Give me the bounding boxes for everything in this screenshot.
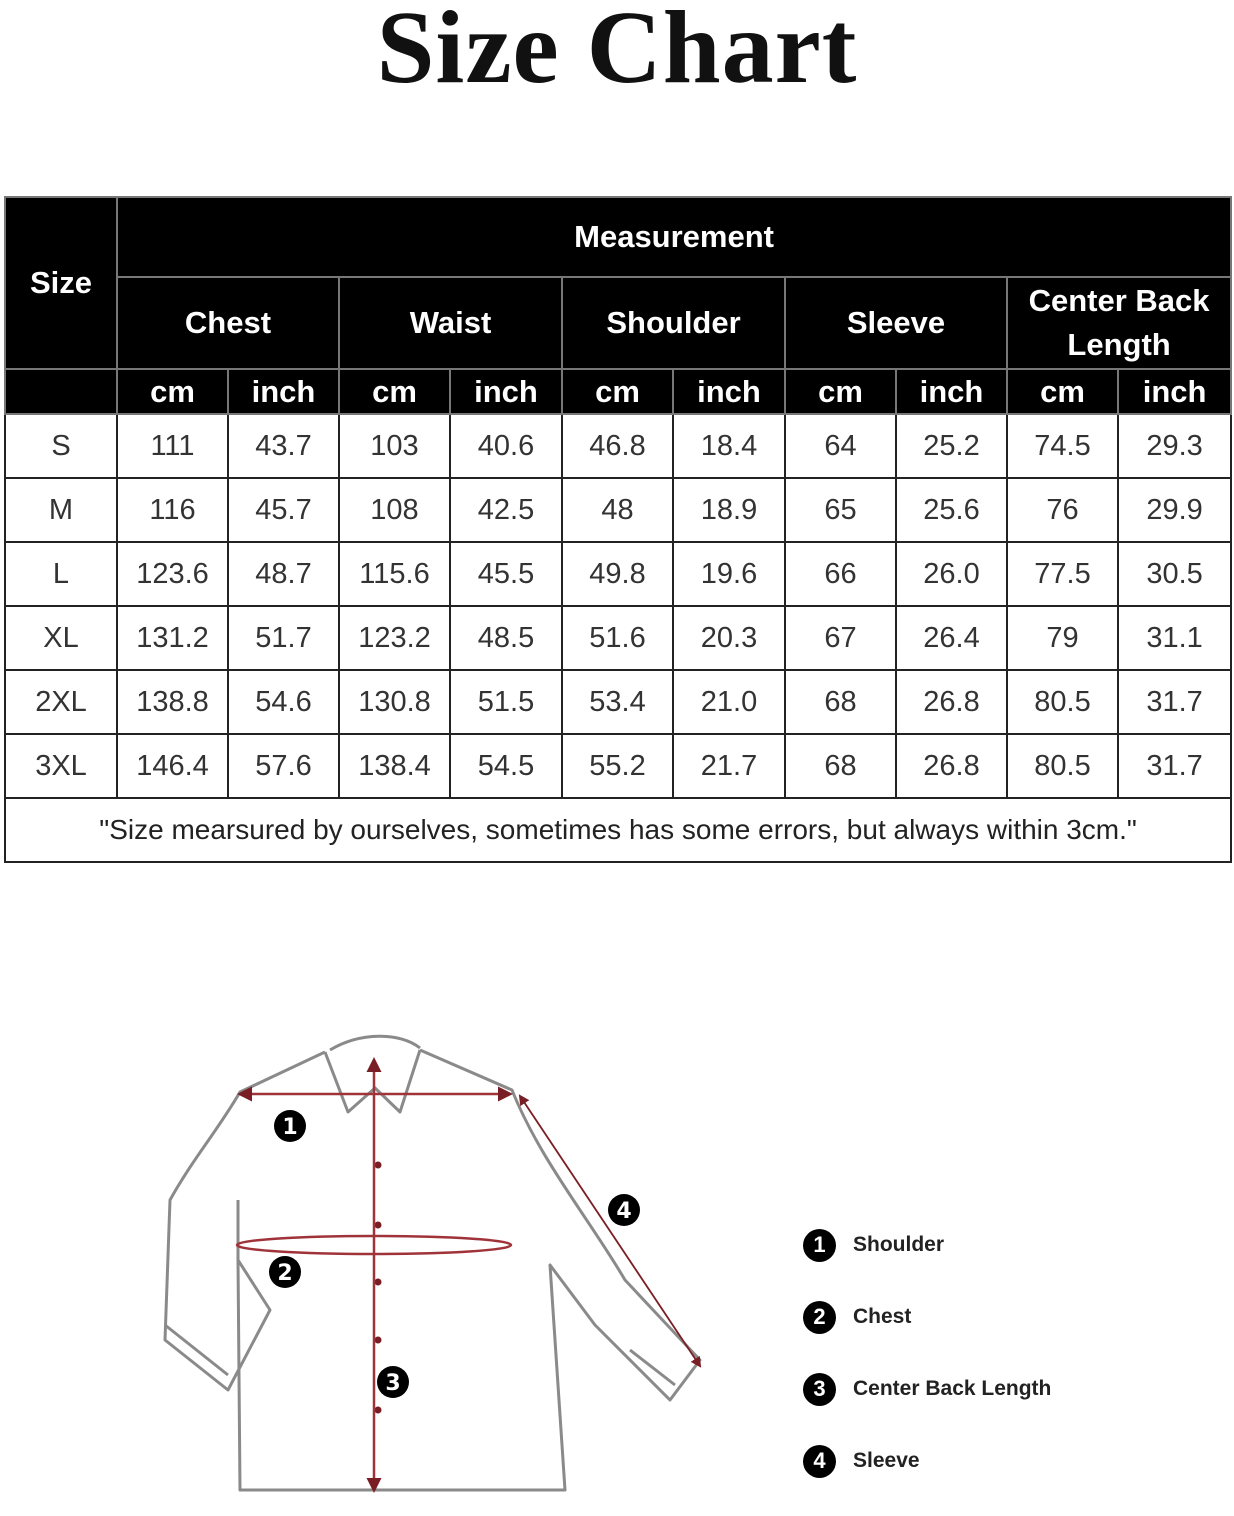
- size-label-cell: 3XL: [5, 734, 117, 798]
- measurement-cell: 80.5: [1007, 734, 1118, 798]
- number-4-icon: 4: [803, 1445, 836, 1478]
- table-row: [5, 734, 1231, 798]
- table-row: [5, 542, 1231, 606]
- measurement-cell: 65: [785, 478, 896, 542]
- size-note: "Size mearsured by ourselves, sometimes has some errors, but always within 3cm.": [5, 798, 1231, 862]
- table-row: [5, 670, 1231, 734]
- svg-text:2: 2: [277, 1261, 293, 1286]
- measurement-cell: 25.2: [896, 414, 1007, 478]
- measurement-cell: 48.7: [228, 542, 339, 606]
- measurement-cell: 40.6: [450, 414, 562, 478]
- size-label-cell: XL: [5, 606, 117, 670]
- table-row: [5, 606, 1231, 670]
- shirt-measurement-diagram: [160, 1020, 720, 1498]
- measurement-cell: 46.8: [562, 414, 673, 478]
- measurement-legend: [803, 1228, 1051, 1516]
- unit-header: cm: [562, 369, 673, 414]
- measurement-cell: 68: [785, 734, 896, 798]
- measurement-cell: 26.4: [896, 606, 1007, 670]
- measurement-cell: 66: [785, 542, 896, 606]
- legend-item-center-back-length: [803, 1372, 1051, 1406]
- table-row: [5, 414, 1231, 478]
- number-1-icon: 1: [803, 1229, 836, 1262]
- marker-4: [608, 1194, 640, 1226]
- measurement-cell: 29.3: [1118, 414, 1231, 478]
- measurement-cell: 54.6: [228, 670, 339, 734]
- measurement-cell: 55.2: [562, 734, 673, 798]
- unit-header: cm: [785, 369, 896, 414]
- measurement-header: Measurement: [117, 197, 1231, 277]
- group-header-center-back-length: Center Back Length: [1007, 277, 1231, 369]
- unit-header: inch: [228, 369, 339, 414]
- measurement-cell: 68: [785, 670, 896, 734]
- measurement-cell: 123.2: [339, 606, 450, 670]
- measurement-cell: 76: [1007, 478, 1118, 542]
- shirt-outline-icon: [165, 1036, 700, 1490]
- measurement-cell: 26.0: [896, 542, 1007, 606]
- size-column-header: Size: [5, 197, 117, 369]
- group-header-waist: Waist: [339, 277, 562, 369]
- measurement-lines: [237, 1060, 700, 1490]
- measurement-cell: 29.9: [1118, 478, 1231, 542]
- page-title: Size Chart: [376, 0, 858, 105]
- unit-header: inch: [896, 369, 1007, 414]
- measurement-cell: 45.7: [228, 478, 339, 542]
- measurement-cell: 51.5: [450, 670, 562, 734]
- measurement-cell: 115.6: [339, 542, 450, 606]
- unit-header: cm: [117, 369, 228, 414]
- marker-1: [274, 1110, 306, 1142]
- legend-label: Shoulder: [853, 1233, 945, 1256]
- legend-item-sleeve: [803, 1444, 1051, 1478]
- legend-label: Chest: [853, 1305, 912, 1328]
- measurement-cell: 53.4: [562, 670, 673, 734]
- svg-text:1: 1: [282, 1115, 298, 1140]
- marker-3: [377, 1366, 409, 1398]
- size-header-spacer: [5, 369, 117, 414]
- unit-header: inch: [673, 369, 785, 414]
- measurement-cell: 26.8: [896, 670, 1007, 734]
- number-2-icon: 2: [803, 1301, 836, 1334]
- measurement-cell: 146.4: [117, 734, 228, 798]
- group-header-sleeve: Sleeve: [785, 277, 1007, 369]
- measurement-cell: 26.8: [896, 734, 1007, 798]
- measurement-cell: 48.5: [450, 606, 562, 670]
- measurement-cell: 111: [117, 414, 228, 478]
- measurement-cell: 123.6: [117, 542, 228, 606]
- table-header: [5, 197, 1231, 414]
- measurement-cell: 130.8: [339, 670, 450, 734]
- legend-label: Center Back Length: [853, 1377, 1052, 1400]
- measurement-cell: 31.7: [1118, 670, 1231, 734]
- unit-header: cm: [339, 369, 450, 414]
- measurement-cell: 80.5: [1007, 670, 1118, 734]
- size-label-cell: M: [5, 478, 117, 542]
- legend-label: Sleeve: [853, 1449, 920, 1472]
- measurement-cell: 21.0: [673, 670, 785, 734]
- measurement-cell: 74.5: [1007, 414, 1118, 478]
- legend-item-shoulder: [803, 1228, 1051, 1262]
- measurement-cell: 42.5: [450, 478, 562, 542]
- table-note-row: [5, 798, 1231, 862]
- measurement-cell: 31.7: [1118, 734, 1231, 798]
- measurement-cell: 18.9: [673, 478, 785, 542]
- measurement-cell: 116: [117, 478, 228, 542]
- svg-text:3: 3: [385, 1371, 401, 1396]
- measurement-cell: 19.6: [673, 542, 785, 606]
- measurement-cell: 108: [339, 478, 450, 542]
- number-3-icon: 3: [803, 1373, 836, 1406]
- measurement-cell: 138.4: [339, 734, 450, 798]
- measurement-cell: 49.8: [562, 542, 673, 606]
- measurement-cell: 18.4: [673, 414, 785, 478]
- measurement-cell: 79: [1007, 606, 1118, 670]
- measurement-cell: 131.2: [117, 606, 228, 670]
- size-label-cell: 2XL: [5, 670, 117, 734]
- measurement-cell: 30.5: [1118, 542, 1231, 606]
- legend-item-chest: [803, 1300, 1051, 1334]
- size-label-cell: S: [5, 414, 117, 478]
- unit-header: cm: [1007, 369, 1118, 414]
- marker-2: [269, 1256, 301, 1288]
- size-chart-table: [4, 196, 1232, 863]
- measurement-cell: 45.5: [450, 542, 562, 606]
- group-header-chest: Chest: [117, 277, 339, 369]
- measurement-cell: 21.7: [673, 734, 785, 798]
- measurement-cell: 103: [339, 414, 450, 478]
- measurement-cell: 138.8: [117, 670, 228, 734]
- measurement-cell: 25.6: [896, 478, 1007, 542]
- table-row: [5, 478, 1231, 542]
- table-body: [5, 414, 1231, 862]
- measurement-cell: 77.5: [1007, 542, 1118, 606]
- measurement-cell: 48: [562, 478, 673, 542]
- measurement-cell: 51.7: [228, 606, 339, 670]
- measurement-cell: 51.6: [562, 606, 673, 670]
- group-header-shoulder: Shoulder: [562, 277, 785, 369]
- measurement-cell: 31.1: [1118, 606, 1231, 670]
- unit-header: inch: [450, 369, 562, 414]
- size-label-cell: L: [5, 542, 117, 606]
- measurement-cell: 67: [785, 606, 896, 670]
- unit-header: inch: [1118, 369, 1231, 414]
- measurement-cell: 20.3: [673, 606, 785, 670]
- svg-text:4: 4: [616, 1199, 632, 1224]
- measurement-cell: 64: [785, 414, 896, 478]
- measurement-cell: 57.6: [228, 734, 339, 798]
- measurement-cell: 54.5: [450, 734, 562, 798]
- measurement-cell: 43.7: [228, 414, 339, 478]
